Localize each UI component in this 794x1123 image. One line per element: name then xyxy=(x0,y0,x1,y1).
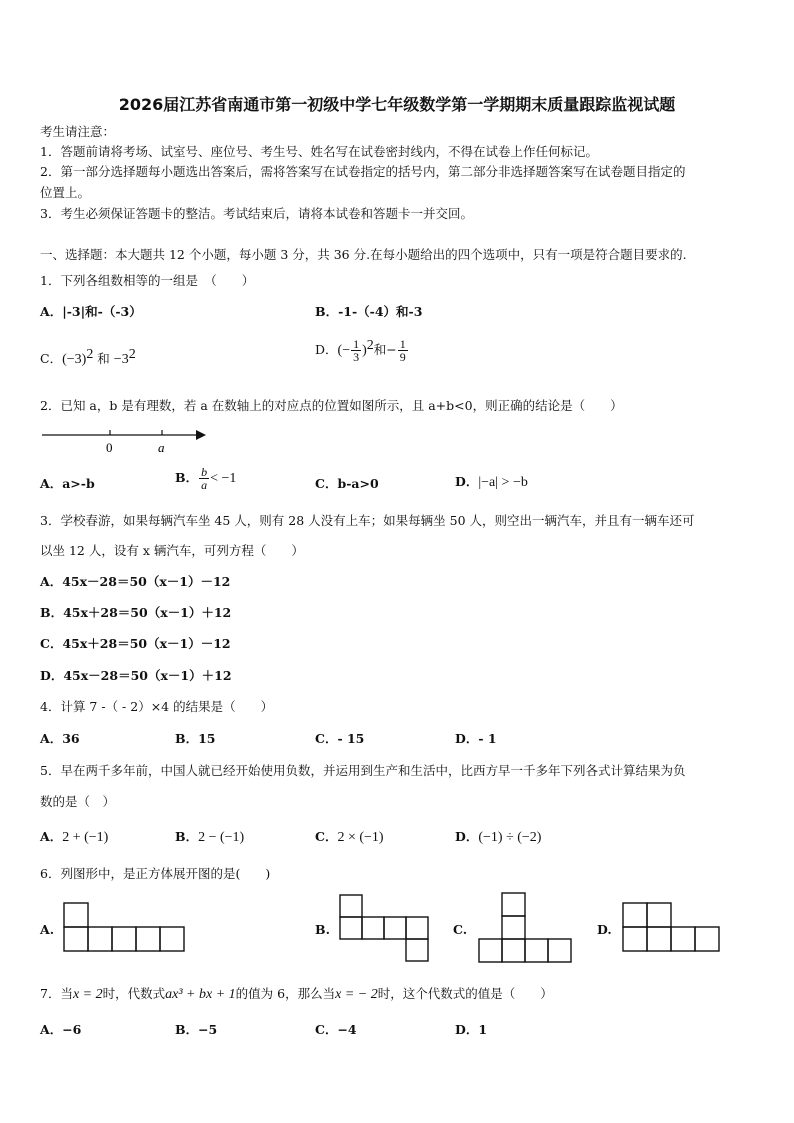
q2-b-num: b xyxy=(201,465,208,479)
q2-b-rel: < −1 xyxy=(210,471,237,486)
q3-option-c: C．45x＋28＝50（x－1）－12 xyxy=(40,636,231,651)
q5-option-c xyxy=(315,827,384,846)
q2-option-d xyxy=(455,472,528,491)
q3-stem-line1: 3．学校春游，如果每辆汽车坐 45 人，则有 28 人没有上车；如果每辆坐 50 人，则空出一辆汽车，并且有一辆车还可 xyxy=(40,513,695,528)
q6-option-b: B. xyxy=(315,922,330,937)
q1-option-d xyxy=(315,338,409,363)
q1-option-a: A．|-3|和-（-3） xyxy=(40,304,142,319)
notice-item-3: 3．考生必须保证答题卡的整洁。考试结束后，请将本试卷和答题卡一并交回。 xyxy=(40,206,473,221)
q7-stem-end: 时，这个代数式的值是（ ） xyxy=(377,986,553,1001)
q6-option-d: D. xyxy=(597,922,612,937)
q7-stem-mid2: 的值为 6，那么当 xyxy=(235,986,336,1001)
q5-stem-line1: 5．早在两千多年前，中国人就已经开始使用负数，并运用到生产和生活中，比西方早一千多年下列各式计算结果为负 xyxy=(40,763,686,778)
q1-c-expr1: (−3) xyxy=(62,352,87,368)
q1-c-label: C． xyxy=(40,351,63,367)
number-line-arrow xyxy=(196,430,206,440)
label-a: a xyxy=(158,440,165,455)
q1-option-b: B．-1-（-4）和-3 xyxy=(315,304,423,319)
q2-option-c: C．b-a>0 xyxy=(315,476,379,491)
q1-option-c xyxy=(40,347,136,368)
q5-option-a xyxy=(40,827,108,846)
section-heading: 一、选择题：本大题共 12 个小题，每小题 3 分，共 36 分.在每小题给出的四个选项中，只有一项是符合题目要求的. xyxy=(40,247,687,262)
q1-d-and: 和− xyxy=(373,342,397,358)
q7-option-c: C．−4 xyxy=(315,1022,357,1037)
q7-stem xyxy=(40,984,553,1003)
q2-d-label: D． xyxy=(455,474,479,489)
q1-d-frac2 xyxy=(398,338,408,363)
q3-stem-line2: 以坐 12 人，设有 x 辆汽车，可列方程（ ） xyxy=(40,543,304,558)
q7-stem-pre: 7．当 xyxy=(40,986,73,1001)
q1-c-exp1: 2 xyxy=(86,347,94,362)
notice-heading: 考生请注意： xyxy=(40,124,116,139)
q6-option-c: C. xyxy=(453,922,468,937)
q4-stem: 4．计算 7 -（ - 2）×4 的结果是（ ） xyxy=(40,699,274,714)
q2-b-label: B． xyxy=(175,470,199,485)
q6-option-a: A. xyxy=(40,922,55,937)
q3-option-d: D．45x－28＝50（x－1）＋12 xyxy=(40,668,232,683)
q5-b-label: B． xyxy=(175,829,199,844)
q5-d-label: D． xyxy=(455,829,479,844)
q3-option-a: A．45x－28＝50（x－1）－12 xyxy=(40,574,231,589)
q7-option-b: B．−5 xyxy=(175,1022,218,1037)
q1-d-den2: 9 xyxy=(399,350,406,365)
q6-stem: 6．列图形中，是正方体展开图的是( ) xyxy=(40,866,271,881)
q2-option-b xyxy=(175,466,236,491)
page-title: 2026届江苏省南通市第一初级中学七年级数学第一学期期末质量跟踪监视试题 xyxy=(118,95,676,114)
q7-option-d: D．1 xyxy=(455,1022,488,1037)
q1-c-exp2: 2 xyxy=(128,347,136,362)
q5-a-label: A． xyxy=(40,829,63,844)
q6-net-b xyxy=(339,894,431,962)
q1-stem: 1．下列各组数相等的一组是 （ ） xyxy=(40,273,255,288)
q1-d-num1: 1 xyxy=(353,337,360,352)
q1-d-label: D． xyxy=(315,342,338,358)
q2-b-frac xyxy=(199,466,209,491)
q1-d-num2: 1 xyxy=(399,337,406,352)
q7-cond1: x = 2 xyxy=(72,987,103,1002)
q6-net-c xyxy=(478,892,574,964)
q1-c-expr2: −3 xyxy=(113,352,129,368)
q4-option-c: C．- 15 xyxy=(315,731,365,746)
q2-d-expr: |−a| > −b xyxy=(478,475,528,490)
q1-c-and: 和 xyxy=(97,351,110,367)
q1-d-exp: 2 xyxy=(366,338,374,353)
number-line-figure xyxy=(38,424,210,456)
q1-d-post: ) xyxy=(362,343,367,359)
notice-item-1: 1．答题前请将考场、试室号、座位号、考生号、姓名写在试卷密封线内，不得在试卷上作任何标记。 xyxy=(40,144,598,159)
notice-item-2-cont: 位置上。 xyxy=(40,185,91,200)
q7-option-a: A．−6 xyxy=(40,1022,82,1037)
q2-option-a: A．a>-b xyxy=(40,476,95,491)
q4-option-d: D．- 1 xyxy=(455,731,497,746)
q5-stem-line2: 数的是（ ） xyxy=(40,794,116,809)
q3-option-b: B．45x＋28＝50（x－1）＋12 xyxy=(40,605,232,620)
q1-d-pre: (− xyxy=(337,343,351,359)
q4-option-a: A．36 xyxy=(40,731,80,746)
q6-net-d xyxy=(622,902,724,952)
q5-c-label: C． xyxy=(315,829,338,844)
q5-a-expr: 2 + (−1) xyxy=(62,830,109,845)
q5-option-b xyxy=(175,827,244,846)
label-zero: 0 xyxy=(106,440,113,455)
q1-d-den1: 3 xyxy=(353,350,360,365)
q5-b-expr: 2 − (−1) xyxy=(198,830,245,845)
q5-c-expr: 2 × (−1) xyxy=(337,830,384,845)
q2-b-den: a xyxy=(201,478,208,492)
q5-option-d xyxy=(455,827,541,846)
notice-item-2: 2．第一部分选择题每小题选出答案后，需将答案写在试卷指定的括号内，第二部分非选择题答案写在试卷题目指定的 xyxy=(40,164,686,179)
q7-expr: ax³ + bx + 1 xyxy=(165,987,236,1002)
q5-d-expr: (−1) ÷ (−2) xyxy=(478,830,542,845)
q2-stem: 2．已知 a，b 是有理数，若 a 在数轴上的对应点的位置如图所示，且 a+b<0，则正确的结论是（ ） xyxy=(40,398,623,413)
q1-d-frac1 xyxy=(351,338,361,363)
q4-option-b: B．15 xyxy=(175,731,216,746)
q6-net-a xyxy=(63,902,188,952)
q7-stem-mid: 时，代数式 xyxy=(102,986,166,1001)
q7-cond2: x = − 2 xyxy=(335,987,378,1002)
